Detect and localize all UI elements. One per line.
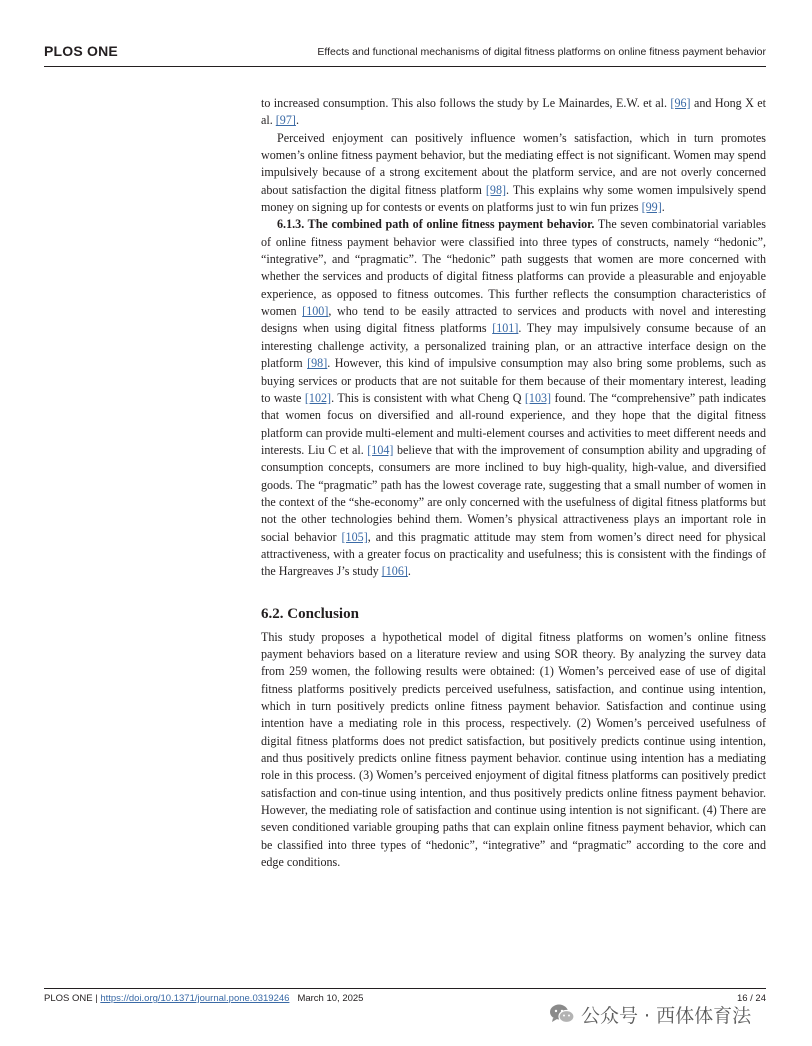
citation-96[interactable]: [96] bbox=[670, 96, 691, 110]
publication-date: March 10, 2025 bbox=[297, 993, 364, 1004]
citation-97[interactable]: [97] bbox=[275, 113, 296, 128]
wechat-icon bbox=[549, 1003, 575, 1025]
paragraph-conclusion: This study proposes a hypothetical model of digital fitness platforms on women’s online fitness payment behaviors based on a literature review and using SOR theory. By analyzing the survey data from 259 women, the following results were obtained: (1) Women’s perceived ease of use of digital fitness platforms positively predicts perceived usefulness, satisfaction, and continue using intention, which in turn positively predicts online fitness payment behavior. Satisfaction and continue using intention have a mediating role in this process, respectively. (2) Women’s perceived usefulness of digital fitness platforms does not predict satisfaction, but positively predicts continue using intention, and thus positively predicts online fitness payment behavior. continue using intention has a mediating role in this process. (3) Women’s perceived enjoyment of digital fitness platforms can positively predict satisfaction and con-tinue using intention, and thus positively predicts online fitness payment behavior. However, the mediating role of satisfaction and continue using intention is not significant. (4) There are seven conditioned variable grouping paths that can explain online fitness payment behavior, which can be classified into three types of “hedonic”, “integrative” and “pragmatic” according to the core and edge conditions. bbox=[261, 629, 766, 870]
citation-106[interactable]: [106] bbox=[381, 564, 408, 579]
journal-brand: PLOS ONE bbox=[44, 43, 118, 59]
footer-citation: PLOS ONE | https://doi.org/10.1371/journal.pone.0319246 March 10, 2025 bbox=[44, 993, 364, 1004]
footer-divider bbox=[44, 988, 766, 989]
citation-101[interactable]: [101] bbox=[492, 321, 519, 336]
watermark bbox=[549, 999, 751, 1029]
article-body bbox=[261, 95, 766, 871]
watermark-text: 公众号 · 西体体育法 bbox=[581, 1004, 752, 1027]
paragraph-1: to increased consumption. This also follows the study by Le Mainardes, E.W. et al. [96] and Hong X et al. [97]. bbox=[261, 96, 766, 128]
subsection-heading: 6.1.3. The combined path of online fitness payment behavior. bbox=[277, 217, 595, 232]
citation-98b[interactable]: [98] bbox=[307, 356, 328, 371]
running-title: Effects and functional mechanisms of digital fitness platforms on online fitness payment behavior bbox=[317, 46, 766, 58]
paragraph-3: 6.1.3. The combined path of online fitness payment behavior. The seven combinatorial variables of online fitness payment behavior were classified into three types of constructs, namely “hedonic”, “integrative”, and “pragmatic”. The “hedonic” path suggests that women are more concerned with whether the services and products of digital fitness platforms can provide a pleasurable and enjoyable experience, as opposed to fitness outcomes. This further reflects the consumption characteristics of women [100], who tend to be easily attracted to services and products with novel and interesting designs when using digital fitness platforms [101]. They may impulsively consume because of an interesting challenge activity, a personalized training plan, or an attractive interface design on the platform [98]. However, this kind of impulsive consumption may also bring some problems, such as buying services or products that are not suitable for them because of their momentary interest, leading to waste [102]. This is consistent with what Cheng Q [103] found. The “comprehensive” path indicates that women focus on diversified and all-round experience, and they hope that the digital fitness platform can provide multi-element and multi-element courses and activities to meet different needs and interests. Liu C et al. [104] believe that with the improvement of consumption ability and upgrading of consumption concepts, consumers are more inclined to buy high-quality, high-value, and diversified goods. The “pragmatic” path has the lowest coverage rate, suggesting that a small number of women in the context of the “she-economy” are only concerned with the usefulness of digital fitness platforms but not the other technologies behind them. Women’s physical attractiveness plays an important role in social behavior [105], and this pragmatic attitude may stem from women’s direct need for physical attractiveness, with a greater focus on practicality and usefulness; this is consistent with the findings of the Hargreaves J’s study [106]. bbox=[261, 217, 767, 579]
header-divider bbox=[44, 66, 766, 67]
citation-105[interactable]: [105] bbox=[341, 529, 368, 544]
paragraph-2: Perceived enjoyment can positively influence women’s satisfaction, which in turn promotes women’s online fitness payment behavior, but the mediating effect is not significant. Women may spend impulsively because of a strong excitement about the platform service, and are not overly concerned about satisfaction the digital fitness platform [98]. This explains why some women impulsively spend money on signing up for contests or events on platforms just to win fun prizes [99]. bbox=[261, 130, 766, 215]
doi-link[interactable]: https://doi.org/10.1371/journal.pone.0319246 bbox=[100, 993, 290, 1004]
section-heading-conclusion: 6.2. Conclusion bbox=[261, 605, 359, 622]
citation-99[interactable]: [99] bbox=[641, 200, 662, 215]
citation-102[interactable]: [102] bbox=[304, 390, 332, 405]
citation-98[interactable]: [98] bbox=[485, 182, 507, 197]
citation-100[interactable]: [100] bbox=[302, 304, 329, 319]
citation-104[interactable]: [104] bbox=[367, 442, 394, 457]
footer-journal: PLOS ONE bbox=[44, 993, 93, 1004]
page-number: 16 / 24 bbox=[736, 993, 766, 1004]
citation-103[interactable]: [103] bbox=[524, 390, 552, 405]
